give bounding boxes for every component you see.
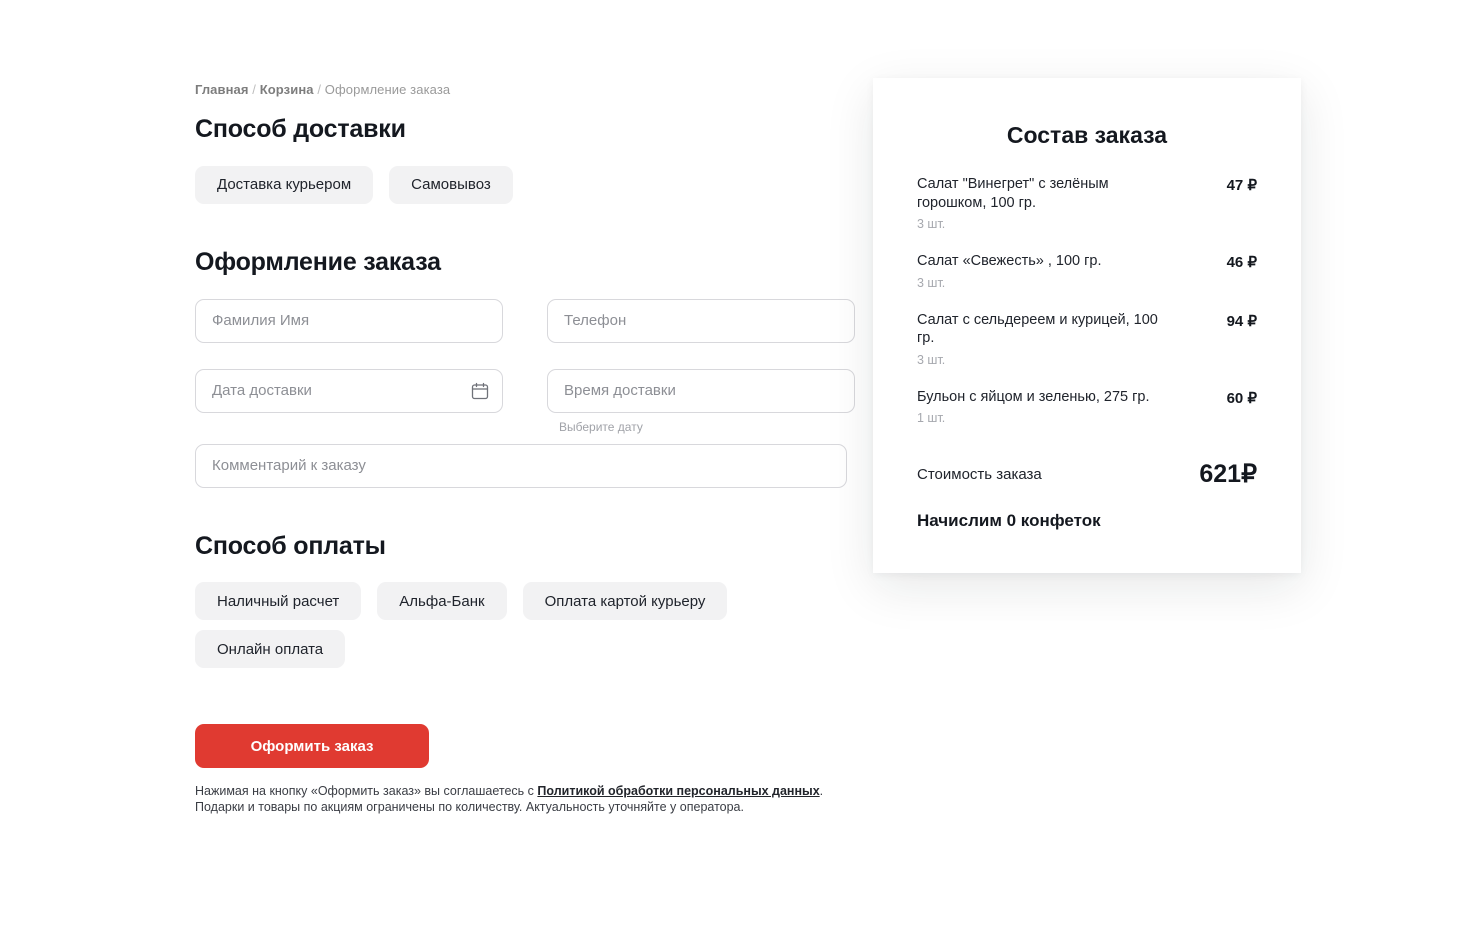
breadcrumb-current: Оформление заказа	[324, 82, 451, 97]
order-summary-title: Состав заказа	[1006, 122, 1168, 148]
order-item	[917, 252, 1257, 290]
order-comment-input[interactable]	[195, 444, 847, 488]
order-item	[917, 175, 1257, 231]
time-field-wrap	[547, 369, 855, 434]
receipt-top-edge	[873, 65, 1301, 79]
date-helper-text: Выберите дату	[559, 419, 643, 434]
order-total-label: Стоимость заказа	[917, 465, 1042, 483]
legal-notice	[195, 784, 855, 815]
order-total-row	[917, 459, 1257, 489]
legal-line1-suffix: .	[819, 784, 824, 799]
order-item-price: 47 ₽	[1226, 177, 1257, 194]
payment-method-title: Способ оплаты	[195, 531, 386, 560]
name-field-wrap	[195, 299, 503, 343]
payment-option-alfabank[interactable]: Альфа-Банк	[377, 582, 506, 620]
privacy-policy-link[interactable]: Политикой обработки персональных данных	[537, 784, 820, 799]
payment-option-card-courier[interactable]: Оплата картой курьеру	[523, 582, 728, 620]
order-summary-card	[873, 78, 1301, 573]
breadcrumb-separator-1: /	[252, 82, 257, 97]
order-item-name: Бульон с яйцом и зеленью, 275 гр.	[917, 388, 1150, 405]
payment-method-options-row2	[195, 630, 855, 668]
checkout-title: Оформление заказа	[195, 247, 441, 276]
delivery-method-title: Способ доставки	[195, 115, 406, 143]
order-item-price: 60 ₽	[1226, 389, 1257, 407]
payment-option-cash[interactable]: Наличный расчет	[195, 582, 361, 620]
order-item-price: 46 ₽	[1226, 254, 1257, 272]
order-item-name: Салат "Винегрет" с зелёным горошком, 100 гр.	[917, 176, 1109, 211]
payment-option-online[interactable]: Онлайн оплата	[195, 630, 345, 668]
order-item-qty: 3 шт.	[917, 217, 946, 232]
order-item-qty: 3 шт.	[917, 275, 946, 290]
order-total-value: 621₽	[1199, 460, 1257, 489]
legal-line1-prefix: Нажимая на кнопку «Оформить заказ» вы соглашаетесь с	[195, 784, 538, 799]
phone-field-wrap	[547, 299, 855, 343]
receipt-bottom-edge	[873, 572, 1301, 586]
checkout-form	[195, 299, 855, 514]
order-item-qty: 3 шт.	[917, 352, 946, 367]
delivery-time-input[interactable]	[547, 369, 855, 413]
order-summary-column	[873, 78, 1301, 573]
date-field-wrap	[195, 369, 503, 418]
delivery-option-pickup[interactable]: Самовывоз	[389, 166, 513, 204]
submit-order-button[interactable]: Оформить заказ	[195, 724, 429, 768]
breadcrumb-cart[interactable]: Корзина	[259, 82, 314, 97]
phone-input[interactable]	[547, 299, 855, 343]
legal-line2: Подарки и товары по акциям ограничены по количеству. Актуальность уточняйте у оператора.	[195, 799, 744, 814]
delivery-method-section	[195, 115, 855, 204]
checkout-form-column	[195, 82, 855, 816]
order-item-price: 94 ₽	[1226, 312, 1257, 330]
comment-field-wrap	[195, 444, 847, 488]
delivery-date-input[interactable]	[195, 369, 503, 413]
payment-method-section	[195, 532, 855, 669]
order-item-name: Салат с сельдереем и курицей, 100 гр.	[917, 311, 1158, 347]
breadcrumb	[195, 82, 855, 97]
breadcrumb-home[interactable]: Главная	[195, 82, 249, 97]
breadcrumb-separator-2: /	[317, 82, 322, 97]
bonus-points-text: Начислим 0 конфеток	[917, 511, 1101, 531]
delivery-method-options	[195, 166, 855, 204]
delivery-option-courier[interactable]: Доставка курьером	[195, 166, 373, 204]
order-item-qty: 1 шт.	[917, 411, 946, 426]
order-item	[917, 311, 1257, 367]
checkout-section	[195, 248, 855, 514]
order-item	[917, 388, 1257, 426]
name-input[interactable]	[195, 299, 503, 343]
order-item-name: Салат «Свежесть» , 100 гр.	[917, 253, 1102, 270]
payment-method-options	[195, 582, 855, 620]
